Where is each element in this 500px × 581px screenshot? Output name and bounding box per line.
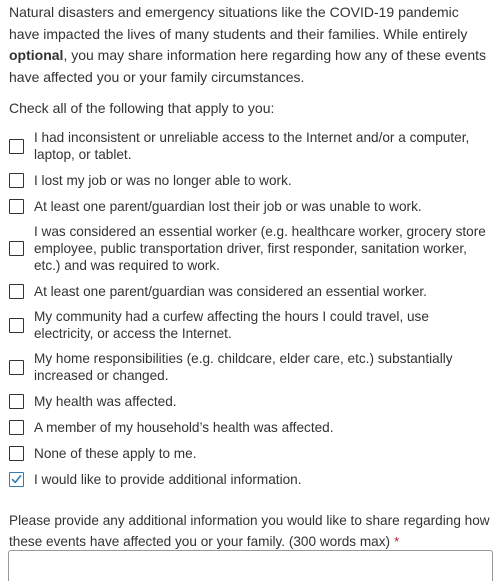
- additional-info-label-text: Please provide any additional information you would like to share regarding how these events have affected you or your family. (300 words max): [9, 513, 490, 549]
- additional-info-label: [9, 510, 491, 552]
- checkbox-label-parent-essential-worker: At least one parent/guardian was considered an essential worker.: [34, 283, 427, 299]
- checkbox-label-community-curfew: My community had a curfew affecting the hours I could travel, use electricity, or access the Internet.: [34, 309, 429, 341]
- checkbox-option-home-responsibilities[interactable]: [9, 346, 491, 388]
- checkbox-lost-job[interactable]: [9, 173, 24, 188]
- checkbox-option-household-health[interactable]: [9, 414, 491, 440]
- intro-optional-emphasis: optional: [9, 47, 64, 63]
- checkbox-label-parent-lost-job: At least one parent/guardian lost their job or was unable to work.: [34, 198, 422, 214]
- checkbox-option-my-health[interactable]: [9, 388, 491, 414]
- intro-paragraph: [9, 2, 491, 88]
- checkbox-household-health[interactable]: [9, 420, 24, 435]
- checkbox-label-lost-job: I lost my job or was no longer able to work.: [34, 172, 292, 188]
- checkbox-home-responsibilities[interactable]: [9, 360, 24, 375]
- checkbox-option-essential-worker[interactable]: [9, 219, 491, 278]
- checkbox-option-lost-job[interactable]: [9, 167, 491, 193]
- checkbox-option-community-curfew[interactable]: [9, 304, 491, 346]
- checkbox-additional-info[interactable]: [9, 472, 24, 487]
- checkbox-option-internet-access[interactable]: [9, 125, 491, 167]
- checkmark-icon: [11, 474, 22, 485]
- checkbox-community-curfew[interactable]: [9, 318, 24, 333]
- checkbox-my-health[interactable]: [9, 394, 24, 409]
- checkbox-label-household-health: A member of my household’s health was affected.: [34, 419, 334, 435]
- checkbox-label-my-health: My health was affected.: [34, 393, 177, 409]
- intro-text-start: Natural disasters and emergency situations like the COVID-19 pandemic have impacted the lives of many students and their families. While entirely: [9, 4, 468, 42]
- checklist-prompt: Check all of the following that apply to you:: [9, 100, 275, 116]
- required-marker: *: [394, 534, 400, 549]
- checkbox-option-additional-info[interactable]: [9, 466, 491, 492]
- checkbox-label-additional-info: I would like to provide additional information.: [34, 471, 302, 487]
- checkbox-none-apply[interactable]: [9, 446, 24, 461]
- checkbox-label-home-responsibilities: My home responsibilities (e.g. childcare, elder care, etc.) substantially increased or changed.: [34, 351, 453, 383]
- checkbox-label-essential-worker: I was considered an essential worker (e.g. healthcare worker, grocery store employee, public transportation driver, first responder, sanitation worker, etc.) and was required to work.: [34, 224, 486, 273]
- checkbox-label-internet-access: I had inconsistent or unreliable access to the Internet and/or a computer, laptop, or tablet.: [34, 130, 470, 162]
- checkbox-option-parent-essential-worker[interactable]: [9, 278, 491, 304]
- checkbox-option-none-apply[interactable]: [9, 440, 491, 466]
- checkbox-parent-lost-job[interactable]: [9, 199, 24, 214]
- checkbox-internet-access[interactable]: [9, 139, 24, 154]
- checklist: [9, 125, 491, 492]
- checkbox-essential-worker[interactable]: [9, 241, 24, 256]
- checkbox-label-none-apply: None of these apply to me.: [34, 445, 197, 461]
- checkbox-parent-essential-worker[interactable]: [9, 284, 24, 299]
- checkbox-option-parent-lost-job[interactable]: [9, 193, 491, 219]
- additional-info-textarea[interactable]: [8, 550, 493, 581]
- intro-text-end: , you may share information here regarding how any of these events have affected you or your family circumstances.: [9, 47, 487, 85]
